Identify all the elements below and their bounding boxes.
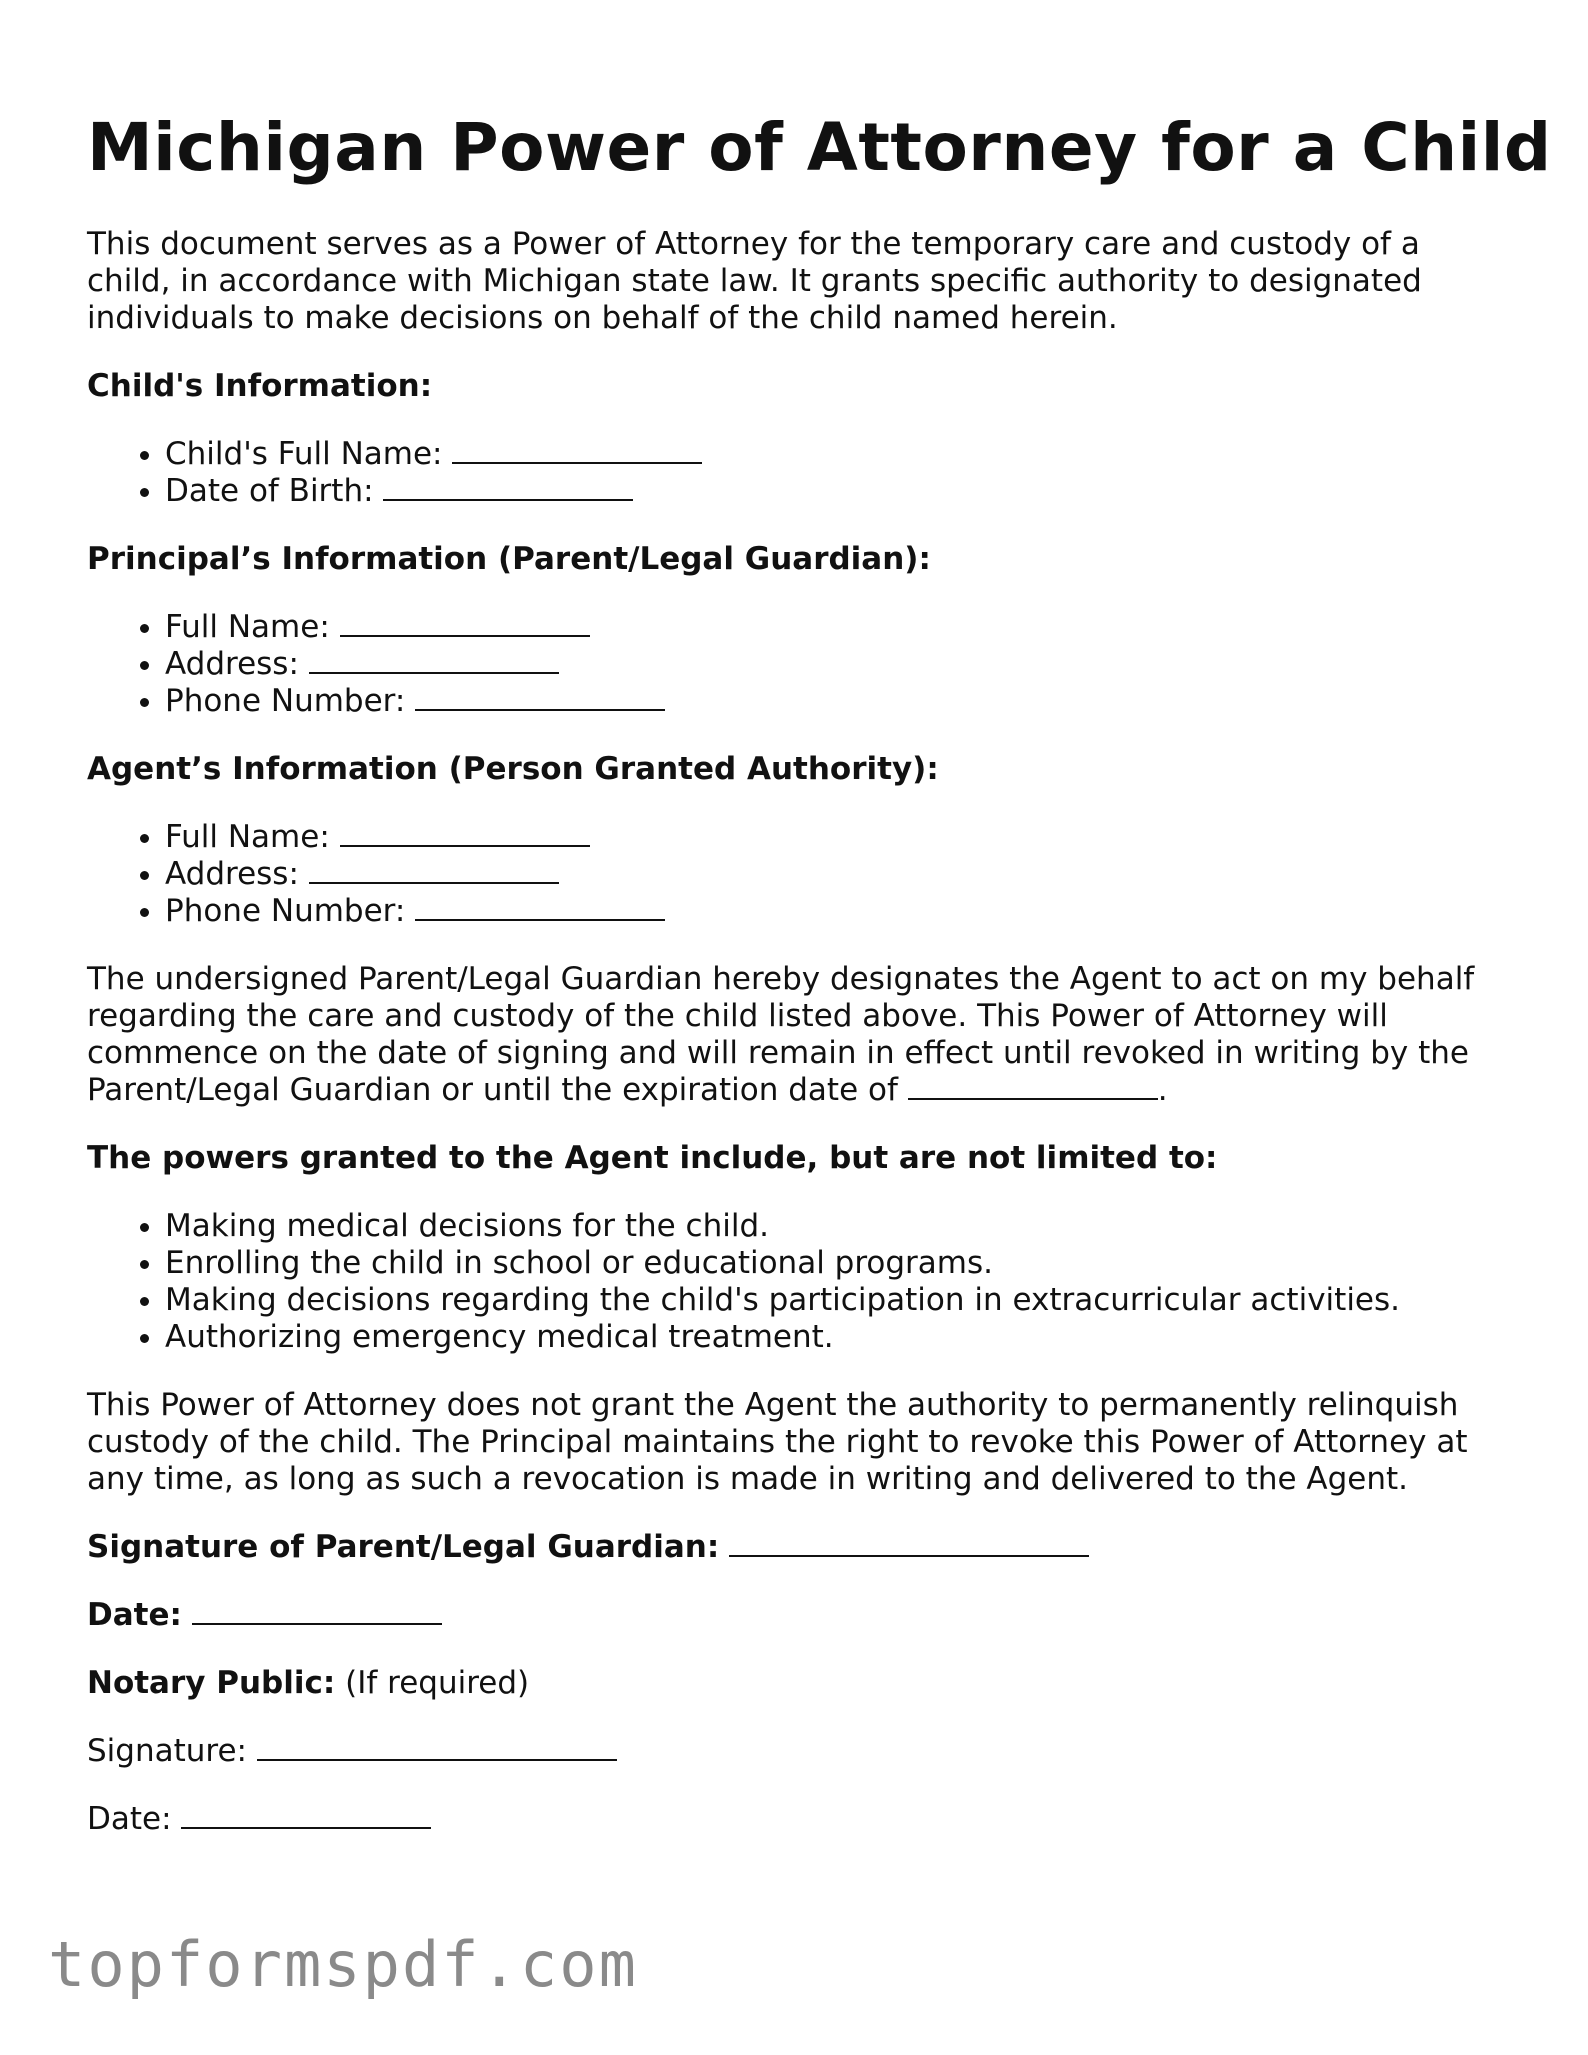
list-item: [165, 819, 1497, 856]
principal-info-list: [87, 609, 1497, 720]
principal-info-heading: Principal’s Information (Parent/Legal Guardian):: [87, 541, 931, 577]
list-item: • Enrolling the child in school or educational programs.: [165, 1245, 1497, 1282]
parent-date-line: [87, 1597, 1497, 1634]
notary-date-line: [87, 1801, 1497, 1838]
field-label: Phone Number:: [165, 683, 406, 719]
list-item: [165, 683, 1497, 720]
list-item: [165, 646, 1497, 683]
designation-paragraph: [87, 961, 1497, 1109]
principal-phone-field[interactable]: [415, 683, 665, 711]
designation-end: .: [1157, 1072, 1168, 1108]
expiration-date-field[interactable]: [908, 1072, 1158, 1100]
field-label: Date of Birth:: [165, 473, 374, 509]
agent-full-name-field[interactable]: [340, 819, 590, 847]
list-item: • Authorizing emergency medical treatment.: [165, 1319, 1497, 1356]
watermark: topformspdf.com: [48, 1928, 638, 2001]
notary-line: [87, 1665, 1497, 1702]
list-item: [165, 609, 1497, 646]
list-item: [165, 893, 1497, 930]
list-item: • Making medical decisions for the child.: [165, 1208, 1497, 1245]
parent-date-label: Date:: [87, 1597, 182, 1633]
notary-signature-line: [87, 1733, 1497, 1770]
notary-signature-field[interactable]: [257, 1733, 617, 1761]
designation-text: The undersigned Parent/Legal Guardian hereby designates the Agent to act on my behalf regarding the care and custody of the child listed above. This Power of Attorney will commence on the date of signing and will remain in effect until revoked in writing by the Parent/Legal Guardian or until the expiration date of: [87, 961, 1475, 1108]
list-item: [165, 436, 1497, 473]
child-date-of-birth-field[interactable]: [383, 473, 633, 501]
parent-signature-field[interactable]: [729, 1529, 1089, 1557]
field-label: Child's Full Name:: [165, 436, 443, 472]
powers-heading: The powers granted to the Agent include, but are not limited to:: [87, 1140, 1218, 1176]
notary-date-label: Date:: [87, 1801, 172, 1837]
powers-list: [87, 1208, 1497, 1356]
parent-signature-label: Signature of Parent/Legal Guardian:: [87, 1529, 720, 1565]
principal-full-name-field[interactable]: [340, 609, 590, 637]
notary-label: Notary Public:: [87, 1665, 336, 1701]
page-title: Michigan Power of Attorney for a Child: [87, 109, 1552, 186]
parent-signature-line: [87, 1529, 1497, 1566]
document-body: [87, 226, 1497, 1869]
child-full-name-field[interactable]: [452, 436, 702, 464]
list-item: • Making decisions regarding the child's participation in extracurricular activities.: [165, 1282, 1497, 1319]
field-label: Address:: [165, 646, 299, 682]
agent-phone-field[interactable]: [415, 893, 665, 921]
field-label: Address:: [165, 856, 299, 892]
limitation-paragraph: This Power of Attorney does not grant the Agent the authority to permanently relinquish custody of the child. The Principal maintains the right to revoke this Power of Attorney at any time, as long as such a revocation is made in writing and delivered to the Agent.: [87, 1387, 1468, 1497]
notary-signature-label: Signature:: [87, 1733, 247, 1769]
notary-note: (If required): [345, 1665, 530, 1701]
agent-info-list: [87, 819, 1497, 930]
principal-address-field[interactable]: [309, 646, 559, 674]
list-item: [165, 473, 1497, 510]
agent-address-field[interactable]: [309, 856, 559, 884]
list-item: [165, 856, 1497, 893]
agent-info-heading: Agent’s Information (Person Granted Authority):: [87, 751, 939, 787]
child-info-list: [87, 436, 1497, 510]
intro-paragraph: This document serves as a Power of Attorney for the temporary care and custody of a child, in accordance with Michigan state law. It grants specific authority to designated individuals to make decisions on behalf of the child named herein.: [87, 226, 1422, 336]
child-info-heading: Child's Information:: [87, 368, 433, 404]
field-label: Full Name:: [165, 609, 330, 645]
parent-date-field[interactable]: [192, 1597, 442, 1625]
field-label: Phone Number:: [165, 893, 406, 929]
notary-date-field[interactable]: [181, 1801, 431, 1829]
field-label: Full Name:: [165, 819, 330, 855]
